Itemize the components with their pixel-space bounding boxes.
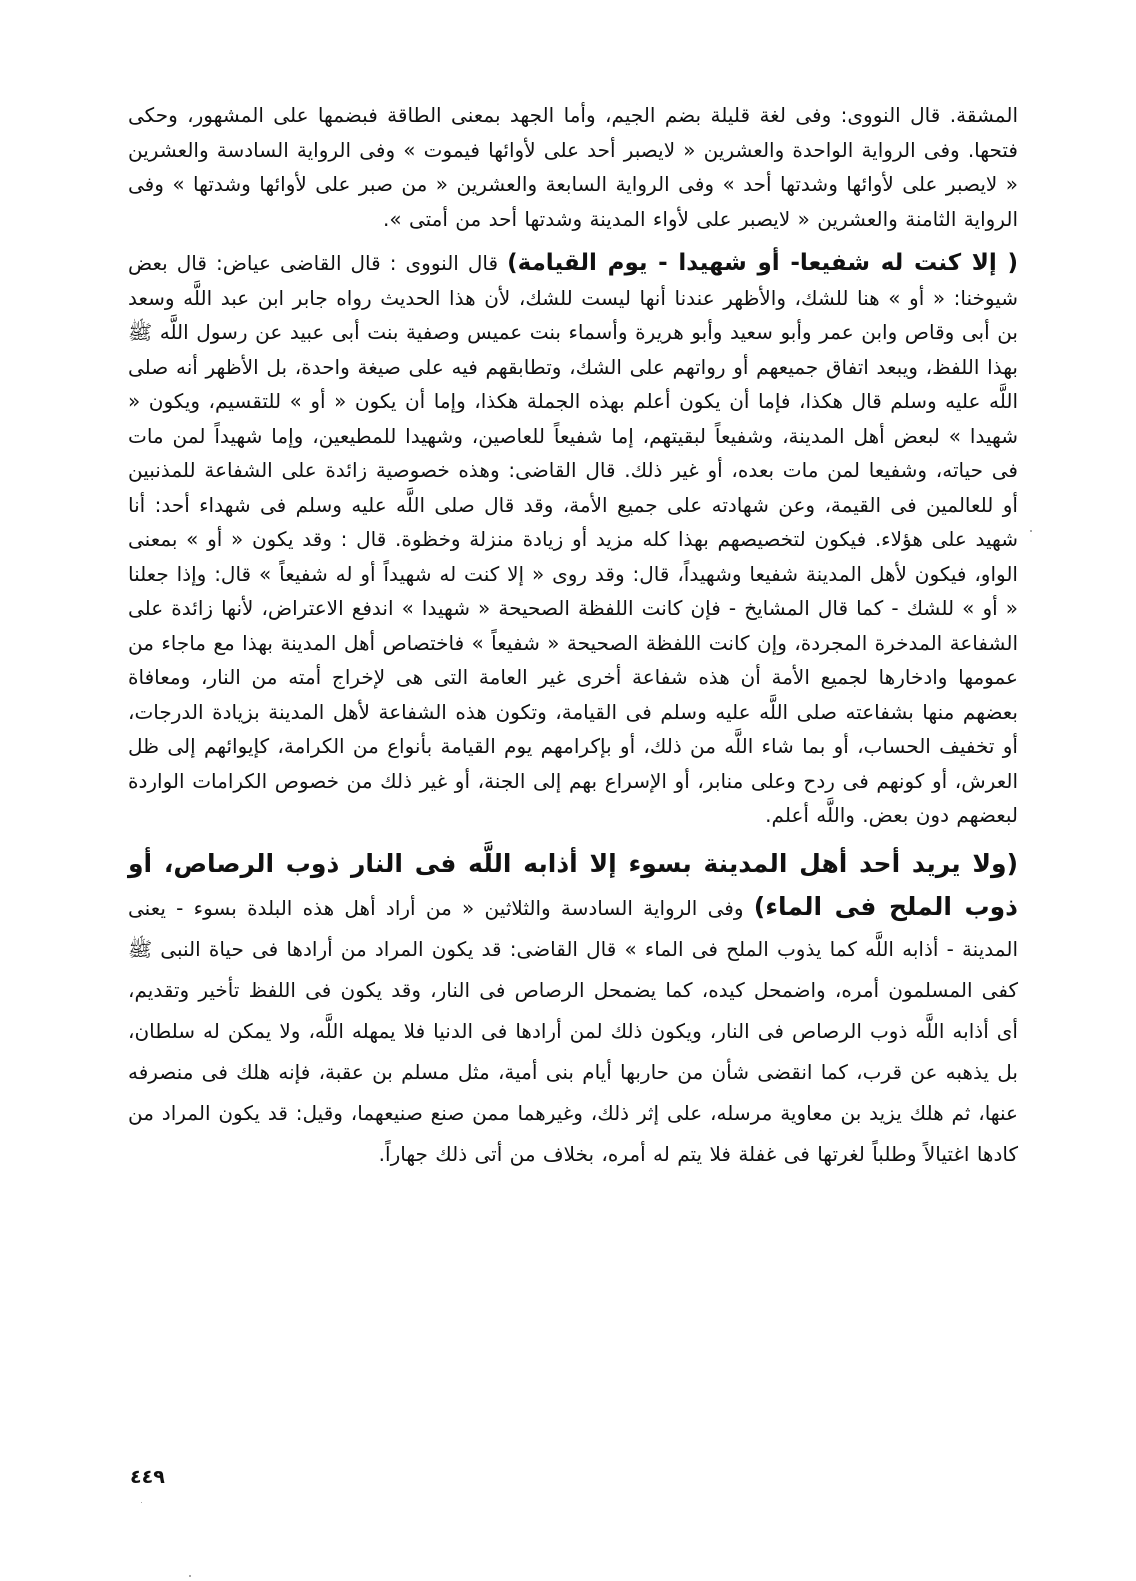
hadith-heading: (ولا يريد أحد أهل المدينة بسوء إلا أذابه اللَّه فى النار ذوب الرصاص، أو ذوب الملح فى الماء) bbox=[128, 848, 1018, 921]
book-page bbox=[128, 98, 1018, 1175]
paragraph-madina-harm bbox=[128, 843, 1018, 1175]
scan-speck bbox=[189, 1575, 191, 1577]
scan-speck bbox=[1030, 530, 1032, 532]
scan-speck bbox=[141, 1502, 142, 1503]
paragraph-shafi-shahid bbox=[128, 246, 1018, 833]
paragraph-body: المشقة. قال النووى: وفى لغة قليلة بضم الجيم، وأما الجهد بمعنى الطاقة فبضمها على المشهور، وحكى فتحها. وفى الرواية الواحدة والعشرين « لايصبر أحد على لأوائها فيموت » وفى الرواية السادسة والعشرين « لايصبر على لأوائها وشدتها أحد » وفى الرواية السابعة والعشرين « من صبر على لأوائها وشدتها » وفى الرواية الثامنة والعشرين « لايصبر على لأواء المدينة وشدتها أحد من أمتى ». bbox=[128, 103, 1018, 231]
paragraph-intro bbox=[128, 98, 1018, 236]
paragraph-body: وفى الرواية السادسة والثلاثين « من أراد أهل هذه البلدة بسوء - يعنى المدينة - أذابه اللَّه كما يذوب الملح فى الماء » قال القاضى: قد يكون المراد من أرادها فى حياة النبى ﷺ كفى المسلمون أمره، واضمحل كيده، كما يضمحل الرصاص فى النار، وقد يكون فى اللفظ تأخير وتقديم، أى أذابه اللَّه ذوب الرصاص فى النار، ويكون ذلك لمن أرادها فى الدنيا فلا يمهله اللَّه، ولا يمكن له سلطان، بل يذهبه عن قرب، كما انقضى شأن من حاربها أيام بنى أمية، مثل مسلم بن عقبة، فإنه هلك فى منصرفه عنها، ثم هلك يزيد بن معاوية مرسله، على إثر ذلك، وغيرهما ممن صنع صنيعهما، وقيل: قد يكون المراد من كادها اغتيالاً وطلباً لغرتها فى غفلة فلا يتم له أمره، بخلاف من أتى ذلك جهاراً. bbox=[128, 895, 1018, 1166]
paragraph-body: قال النووى : قال القاضى عياض: قال بعض شيوخنا: « أو » هنا للشك، والأظهر عندنا أنها ليست للشك، لأن هذا الحديث رواه جابر ابن عبد اللَّه وسعد بن أبى وقاص وابن عمر وأبو سعيد وأبو هريرة وأسماء بنت عميس وصفية بنت أبى عبيد عن رسول اللَّه ﷺ بهذا اللفظ، ويبعد اتفاق جميعهم أو رواتهم على الشك، وتطابقهم فيه على صيغة واحدة، بل الأظهر أنه صلى اللَّه عليه وسلم قال هكذا، فإما أن يكون أعلم بهذه الجملة هكذا، وإما أن يكون « أو » للتقسيم، ويكون « شهيدا » لبعض أهل المدينة، وشفيعاً لبقيتهم، إما شفيعاً للعاصين، وشهيدا للمطيعين، وإما شهيداً لمن مات فى حياته، وشفيعا لمن مات بعده، أو غير ذلك. قال القاضى: وهذه خصوصية زائدة على الشفاعة للمذنبين أو للعالمين فى القيمة، وعن شهادته على جميع الأمة، وقد قال صلى اللَّه عليه وسلم فى شهداء أحد: أنا شهيد على هؤلاء. فيكون لتخصيصهم بهذا كله مزيد أو زيادة منزلة وخظوة. قال : وقد يكون « أو » بمعنى الواو، فيكون لأهل المدينة شفيعا وشهيداً، قال: وقد روى « إلا كنت له شهيداً أو له شفيعاً » قال: وإذا جعلنا « أو » للشك - كما قال المشايخ - فإن كانت اللفظة الصحيحة « شهيدا » اندفع الاعتراض، لأنها زائدة على الشفاعة المدخرة المجردة، وإن كانت اللفظة الصحيحة « شفيعاً » فاختصاص أهل المدينة بهذا مع ماجاء من عمومها وادخارها لجميع الأمة أن هذه شفاعة أخرى غير العامة التى هى لإخراج أمته من النار، ومعافاة بعضهم منها بشفاعته صلى اللَّه عليه وسلم فى القيامة، وتكون هذه الشفاعة لأهل المدينة بزيادة الدرجات، أو تخفيف الحساب، أو بما شاء اللَّه من ذلك، أو بإكرامهم يوم القيامة بأنواع من الكرامة، كإيوائهم إلى ظل العرش، أو كونهم فى ردح وعلى منابر، أو الإسراع بهم إلى الجنة، أو غير ذلك من خصوص الكرامات الواردة لبعضهم دون بعض. واللَّه أعلم. bbox=[128, 251, 1018, 827]
hadith-heading: ( إلا كنت له شفيعا- أو شهيدا - يوم القيامة) bbox=[507, 250, 1018, 276]
page-number: ٤٤٩ bbox=[130, 1466, 165, 1488]
